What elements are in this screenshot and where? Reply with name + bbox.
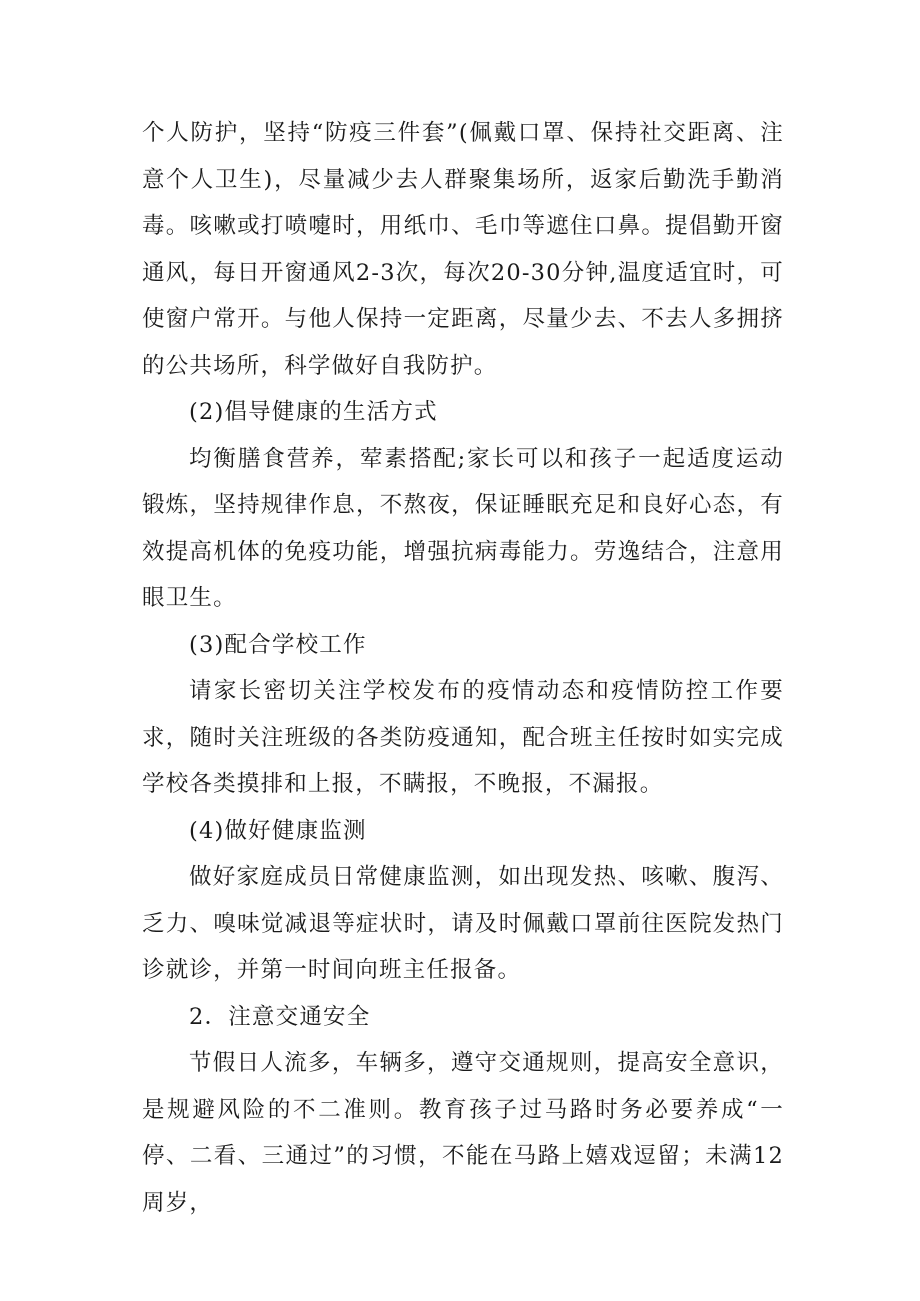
document-page <box>142 110 784 1226</box>
paragraph-school-cooperation: 请家长密切关注学校发布的疫情动态和疫情防控工作要求，随时关注班级的各类防疫通知，配合班主任按时如实完成学校各类摸排和上报，不瞒报，不晚报，不漏报。 <box>142 678 784 797</box>
heading-traffic-safety: 2．注意交通安全 <box>189 1003 371 1030</box>
paragraph-traffic-safety: 节假日人流多，车辆多，遵守交通规则，提高安全意识，是规避风险的不二准则。教育孩子过马路时务必要养成“一停、二看、三通过”的习惯，不能在马路上嬉戏逗留；未满12周岁， <box>142 1050 784 1216</box>
paragraph-healthy-lifestyle: 均衡膳食营养，荤素搭配;家长可以和孩子一起适度运动锻炼，坚持规律作息，不熬夜，保证睡眠充足和良好心态，有效提高机体的免疫功能，增强抗病毒能力。劳逸结合，注意用眼卫生。 <box>142 445 784 611</box>
paragraph-health-monitoring: 做好家庭成员日常健康监测，如出现发热、咳嗽、腹泻、乏力、嗅味觉减退等症状时，请及时佩戴口罩前往医院发热门诊就诊，并第一时间向班主任报备。 <box>142 864 784 983</box>
heading-school-cooperation: (3)配合学校工作 <box>189 631 367 658</box>
heading-health-monitoring: (4)做好健康监测 <box>189 817 367 844</box>
heading-healthy-lifestyle: (2)倡导健康的生活方式 <box>189 399 438 425</box>
paragraph-personal-protection: 个人防护，坚持“防疫三件套”(佩戴口罩、保持社交距离、注意个人卫生)，尽量减少去人群聚集场所，返家后勤洗手勤消毒。咳嗽或打喷嚏时，用纸巾、毛巾等遮住口鼻。提倡勤开窗通风，每日开窗通风2-3次，每次20-30分钟,温度适宜时，可使窗户常开。与他人保持一定距离，尽量少去、不去人多拥挤的公共场所，科学做好自我防护。 <box>142 120 784 379</box>
